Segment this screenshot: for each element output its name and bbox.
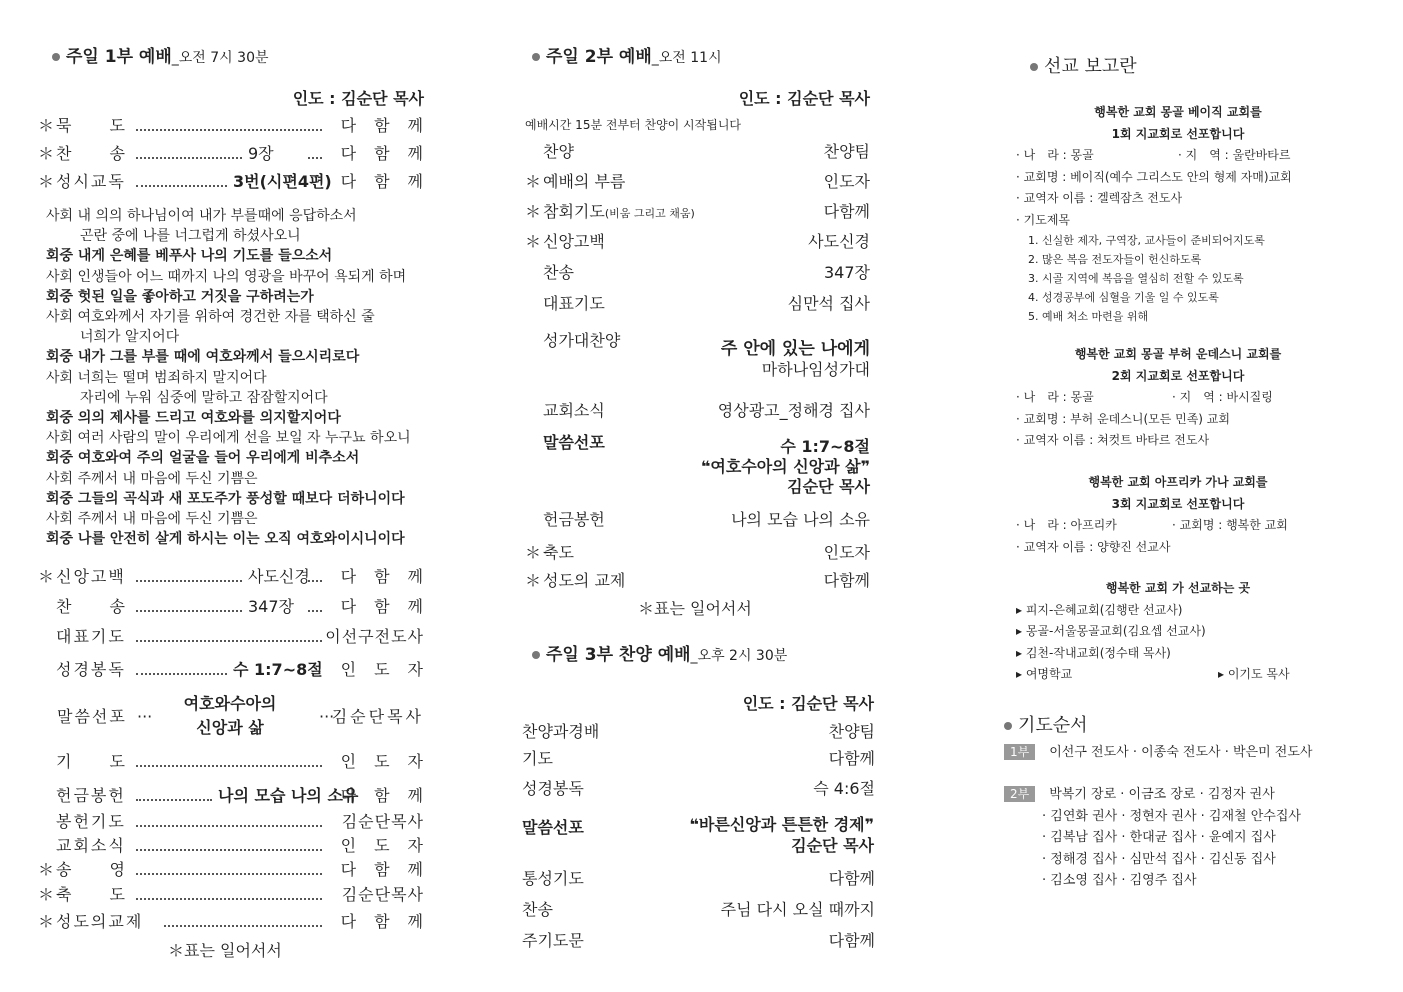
order-label: 찬 송 bbox=[56, 597, 127, 616]
reading-line: 사회 주께서 내 마음에 두신 기쁨은 bbox=[46, 470, 258, 487]
leader-dots bbox=[136, 185, 227, 187]
order-label bbox=[543, 507, 605, 533]
order-row bbox=[38, 169, 424, 195]
required-stand-icon: ＊ bbox=[38, 885, 55, 904]
reading-line: 너희가 알지어다 bbox=[80, 329, 180, 346]
order-label-text: 대표기도 bbox=[543, 294, 605, 313]
sermon-preacher: 김순단 목사 bbox=[787, 477, 870, 496]
leader-dots bbox=[136, 580, 242, 582]
choir-name: 마하나임성가대 bbox=[761, 360, 870, 379]
required-stand-icon: ＊ bbox=[38, 144, 55, 163]
place-item: ▸ 여명학교 bbox=[1016, 667, 1073, 681]
required-stand-icon: ＊ bbox=[525, 232, 542, 251]
prayer-names: 이선구 전도사 · 이종숙 전도사 · 박은미 전도사 bbox=[1049, 745, 1313, 760]
service3-sermon-label: 말씀선포 bbox=[522, 818, 584, 837]
leader-dots bbox=[136, 610, 242, 612]
report-church: · 교회명 : 베이직(예수 그리스도 안의 형제 자매)교회 bbox=[1016, 169, 1292, 184]
order-row bbox=[38, 833, 424, 859]
reading-line: 사회 인생들아 어느 때까지 나의 영광을 바꾸어 욕되게 하며 bbox=[46, 268, 407, 285]
order-responsible: 다 함 께 bbox=[340, 172, 424, 191]
order-label: 대표기도 bbox=[56, 627, 126, 646]
order-responsible: 다 함 께 bbox=[340, 116, 424, 135]
order-responsible: 찬양팀 bbox=[823, 142, 870, 161]
order-label bbox=[522, 719, 599, 745]
reading-line: 곤란 중에 나를 너그럽게 하셨사오니 bbox=[80, 228, 301, 245]
order-row bbox=[522, 746, 875, 772]
sermon-title bbox=[160, 692, 300, 740]
service1-sermon-row: 말씀선포 ··· ··· 김순단목사 bbox=[57, 704, 424, 730]
reading-line: 회중 의의 제사를 드리고 여호와를 의지할지어다 bbox=[46, 410, 341, 427]
reading-line: 회중 내가 그를 부를 때에 여호와께서 들으시리로다 bbox=[46, 349, 360, 366]
order-label: 묵 도 bbox=[56, 116, 127, 135]
reading-line: 사회 너희는 떨며 범죄하지 말지어다 bbox=[46, 369, 267, 386]
order-label-text: 참회기도 bbox=[543, 202, 605, 221]
order-detail: 9장 bbox=[248, 144, 274, 163]
order-row bbox=[522, 897, 875, 923]
prayer-heading bbox=[1004, 711, 1088, 737]
order-label-text: 통성기도 bbox=[522, 869, 584, 888]
reading-line: 사회 여호와께서 자기를 위하여 경건한 자를 택하신 줄 bbox=[46, 309, 375, 326]
order-label-text: 예배의 부름 bbox=[543, 172, 626, 191]
service3-sermon bbox=[690, 814, 874, 856]
order-label-text: 찬송 bbox=[522, 900, 553, 919]
order-responsible: 다함께 bbox=[823, 571, 870, 590]
order-label: 봉헌기도 bbox=[56, 812, 126, 831]
sermon-title-line1: 여호와수아의 bbox=[183, 694, 277, 713]
order-row bbox=[38, 882, 424, 908]
service2-sermon bbox=[701, 437, 870, 497]
order-row bbox=[38, 113, 424, 139]
place-item: ▸ 이기도 목사 bbox=[1218, 667, 1290, 681]
order-label-text: 찬송 bbox=[543, 263, 574, 282]
order-label: 기 도 bbox=[56, 752, 127, 771]
order-row bbox=[38, 809, 424, 835]
report-church: · 교회명 : 부허 운데스니(모든 민족) 교회 bbox=[1016, 411, 1230, 426]
order-row bbox=[525, 229, 870, 255]
order-label-text: 찬양 bbox=[543, 142, 574, 161]
prayer-point: 3. 시골 지역에 복음을 열심히 전할 수 있도록 bbox=[1028, 272, 1244, 285]
required-stand-icon: ＊ bbox=[38, 116, 55, 135]
news-label: 교회소식 bbox=[543, 401, 605, 420]
sermon-ref: 수 1:7~8절 bbox=[780, 437, 870, 456]
order-label-text: 성경봉독 bbox=[522, 779, 584, 798]
order-label-text: 헌금봉헌 bbox=[543, 510, 605, 529]
report-title: 행복한 교회 아프리카 가나 교회를 bbox=[1088, 475, 1268, 489]
service3-time: _오후 2시 30분 bbox=[690, 648, 788, 664]
places-title: 행복한 교회 가 선교하는 곳 bbox=[1105, 581, 1251, 595]
order-row bbox=[522, 866, 875, 892]
order-row bbox=[38, 564, 424, 590]
bullet-icon bbox=[1030, 63, 1038, 71]
required-stand-icon: ＊ bbox=[525, 202, 542, 221]
order-label-text: 찬양과경배 bbox=[522, 722, 600, 741]
order-responsible: 인 도 자 bbox=[340, 752, 424, 771]
order-label bbox=[543, 540, 574, 566]
bullet-icon bbox=[532, 651, 540, 659]
prayer-names: · 김연화 권사 · 정현자 권사 · 김재철 안수집사 bbox=[1042, 808, 1301, 824]
order-responsible: 슥 4:6절 bbox=[813, 779, 875, 798]
order-label: 성도의교제 bbox=[56, 912, 144, 931]
order-detail: 3번(시편4편) bbox=[233, 172, 332, 191]
order-responsible: 인 도 자 bbox=[340, 660, 424, 679]
prayer-point: 5. 예배 처소 마련을 위해 bbox=[1028, 310, 1149, 323]
required-stand-icon: ＊ bbox=[525, 172, 542, 191]
leader-dots bbox=[136, 873, 322, 875]
order-responsible: 김순단목사 bbox=[341, 885, 424, 904]
order-label bbox=[543, 169, 625, 195]
sermon-title: ❝바른신앙과 튼튼한 경제❞ bbox=[689, 815, 874, 834]
order-label-text: 성도의 교제 bbox=[543, 571, 626, 590]
prayer-point: 1. 신실한 제자, 구역장, 교사들이 준비되어지도록 bbox=[1028, 234, 1265, 247]
order-row bbox=[38, 909, 424, 935]
order-row bbox=[525, 507, 870, 533]
order-row bbox=[525, 568, 870, 594]
order-responsible: 다 함 께 bbox=[340, 597, 424, 616]
leader-dots bbox=[308, 580, 322, 582]
leader-dots bbox=[308, 157, 322, 159]
order-row bbox=[525, 139, 870, 165]
order-label bbox=[543, 291, 605, 317]
order-responsible: 다함께 bbox=[828, 749, 875, 768]
order-row bbox=[525, 260, 870, 286]
bullet-icon bbox=[1004, 722, 1012, 730]
order-label-text: 축도 bbox=[543, 543, 574, 562]
prayer-names: 박복기 장로 · 이금조 장로 · 김정자 권사 bbox=[1049, 787, 1275, 802]
place-item: ▸ 몽골-서울몽골교회(김요셉 선교사) bbox=[1016, 624, 1206, 638]
order-row bbox=[525, 540, 870, 566]
order-row bbox=[38, 657, 424, 683]
order-responsible: 인 도 자 bbox=[340, 836, 424, 855]
service1-leader: 인도 : 김순단 목사 bbox=[292, 89, 424, 108]
order-label bbox=[543, 568, 625, 594]
sermon-title-line2: 신앙과 삶 bbox=[196, 718, 264, 737]
report-country: · 나 라 : 몽골 bbox=[1016, 390, 1094, 404]
order-row bbox=[38, 624, 424, 650]
leader-dots bbox=[136, 157, 242, 159]
order-detail: 사도신경 bbox=[248, 567, 310, 586]
prayer-title: 기도순서 bbox=[1018, 715, 1088, 736]
mission-report-3 bbox=[1016, 472, 1340, 558]
order-label: 축 도 bbox=[56, 885, 127, 904]
order-label-text: 신앙고백 bbox=[543, 232, 605, 251]
order-responsible: 김순단목사 bbox=[341, 812, 424, 831]
order-responsible: 다함께 bbox=[828, 931, 875, 950]
order-row bbox=[38, 141, 424, 167]
order-responsible: 347장 bbox=[824, 263, 870, 282]
prayer-names: · 김소영 집사 · 김영주 집사 bbox=[1042, 873, 1197, 888]
sermon-preacher: 김순단 목사 bbox=[791, 836, 874, 855]
order-responsible: 인도자 bbox=[823, 172, 870, 191]
service3-heading bbox=[532, 640, 787, 665]
order-row bbox=[38, 594, 424, 620]
order-responsible: 이선구전도사 bbox=[325, 627, 424, 646]
order-label bbox=[522, 746, 553, 772]
leader-dots bbox=[136, 898, 322, 900]
report-prayer-label: · 기도제목 bbox=[1016, 212, 1070, 227]
order-row bbox=[38, 857, 424, 883]
order-responsible: 다 함 께 bbox=[340, 786, 424, 805]
leader-dots bbox=[136, 849, 322, 851]
order-row bbox=[525, 291, 870, 317]
required-stand-icon: ＊ bbox=[38, 912, 55, 931]
report-country: · 나 라 : 아프리카 bbox=[1016, 518, 1117, 532]
order-label bbox=[522, 897, 553, 923]
reading-line: 사회 여러 사람의 말이 우리에게 선을 보일 자 누구뇨 하오니 bbox=[46, 430, 411, 447]
prayer-names: · 김복남 집사 · 한대균 집사 · 윤예지 집사 bbox=[1042, 830, 1276, 845]
order-responsible: 사도신경 bbox=[808, 232, 870, 251]
order-row bbox=[522, 776, 875, 802]
service2-notice: 예배시간 15분 전부터 찬양이 시작됩니다 bbox=[525, 118, 742, 132]
service1-time: _오전 7시 30분 bbox=[171, 50, 269, 66]
responsive-reading bbox=[46, 206, 411, 549]
order-responsible: 다 함 께 bbox=[340, 860, 424, 879]
order-responsible: 심만석 집사 bbox=[787, 294, 870, 313]
order-row bbox=[522, 719, 875, 745]
prayer-2bu bbox=[1004, 784, 1301, 892]
required-stand-icon: ＊ bbox=[525, 543, 542, 562]
order-detail: 347장 bbox=[248, 597, 294, 616]
order-label-text: 주기도문 bbox=[522, 931, 584, 950]
order-responsible: 다 함 께 bbox=[340, 912, 424, 931]
leader-dots bbox=[136, 129, 322, 131]
report-subtitle: 2회 지교회로 선포합니다 bbox=[1111, 368, 1245, 383]
report-title: 행복한 교회 몽골 부허 운데스니 교회를 bbox=[1074, 347, 1282, 361]
required-stand-icon: ＊ bbox=[38, 567, 55, 586]
service1-column bbox=[0, 0, 470, 992]
reading-line: 회중 헛된 일을 좋아하고 거짓을 구하려는가 bbox=[46, 288, 314, 305]
order-label bbox=[522, 928, 584, 954]
standing-note: ＊표는 일어서서 bbox=[168, 941, 282, 960]
report-subtitle: 3회 지교회로 선포합니다 bbox=[1111, 496, 1245, 511]
order-row bbox=[525, 199, 870, 225]
sermon-preacher: 김순단목사 bbox=[331, 707, 424, 726]
order-label: 교회소식 bbox=[56, 836, 126, 855]
prayer-points bbox=[1016, 231, 1340, 326]
required-stand-icon: ＊ bbox=[38, 172, 55, 191]
leader-dots bbox=[308, 610, 322, 612]
order-detail: 수 1:7~8절 bbox=[233, 660, 323, 679]
mission-report-1 bbox=[1016, 102, 1340, 326]
reading-line: 회중 나를 안전히 살게 하시는 이는 오직 여호와이시니이다 bbox=[46, 531, 405, 548]
news-row bbox=[525, 398, 870, 424]
prayer-tag: 1부 bbox=[1004, 744, 1035, 760]
reading-line: 회중 그들의 곡식과 새 포도주가 풍성할 때보다 더하니이다 bbox=[46, 490, 405, 507]
mission-heading bbox=[1030, 52, 1137, 78]
report-pastor: · 교역자 이름 : 쳐컷트 바타르 전도사 bbox=[1016, 433, 1210, 447]
order-label: 신앙고백 bbox=[56, 567, 126, 586]
order-label-note: (비움 그리고 채움) bbox=[604, 207, 695, 220]
leader-dots bbox=[136, 673, 227, 675]
service1-title: 주일 1부 예배 bbox=[66, 47, 172, 67]
report-subtitle: 1회 지교회로 선포합니다 bbox=[1111, 126, 1245, 141]
mission-places bbox=[1016, 578, 1340, 686]
bullet-icon bbox=[532, 53, 540, 61]
reading-line: 회중 여호와여 주의 얼굴을 들어 우리에게 비추소서 bbox=[46, 450, 360, 467]
leader-dots bbox=[136, 825, 322, 827]
prayer-tag: 2부 bbox=[1004, 786, 1035, 802]
prayer-1bu bbox=[1004, 741, 1312, 760]
order-responsible: 찬양팀 bbox=[828, 722, 875, 741]
prayer-names: · 정해경 집사 · 심만석 집사 · 김신동 집사 bbox=[1042, 851, 1276, 867]
news-value: 영상광고_정해경 집사 bbox=[717, 401, 870, 420]
leader-dots bbox=[164, 925, 322, 927]
report-pastor: · 교역자 이름 : 겔렉잠츠 전도사 bbox=[1016, 191, 1183, 205]
sermon-label: 말씀선포 bbox=[57, 707, 127, 726]
order-label: 찬 송 bbox=[56, 144, 127, 163]
report-country: · 나 라 : 몽골 bbox=[1016, 148, 1094, 162]
report-title: 행복한 교회 몽골 베이직 교회를 bbox=[1094, 105, 1262, 119]
mission-report-2 bbox=[1016, 344, 1340, 452]
order-label bbox=[543, 199, 695, 227]
order-detail: 나의 모습 나의 소유 bbox=[218, 786, 359, 805]
order-label bbox=[543, 229, 605, 255]
bullet-icon bbox=[52, 53, 60, 61]
standing-note: ＊표는 일어서서 bbox=[638, 599, 752, 618]
report-church: · 교회명 : 행복한 교회 bbox=[1172, 518, 1288, 532]
service2-time: _오전 11시 bbox=[651, 50, 722, 66]
service2-title: 주일 2부 예배 bbox=[546, 47, 652, 67]
place-item: ▸ 피지-은혜교회(김행란 선교사) bbox=[1016, 602, 1183, 617]
order-row bbox=[38, 783, 424, 809]
place-item: ▸ 김천-작내교회(정수태 목사) bbox=[1016, 645, 1171, 660]
reading-line: 사회 주께서 내 마음에 두신 기쁨은 bbox=[46, 511, 258, 528]
service1-heading bbox=[52, 42, 269, 67]
report-pastor: · 교역자 이름 : 양향진 선교사 bbox=[1016, 539, 1171, 554]
order-responsible: 다 함 께 bbox=[340, 567, 424, 586]
reading-line: 자리에 누워 심중에 말하고 잠잠할지어다 bbox=[80, 389, 328, 406]
order-label: 성시교독 bbox=[56, 172, 126, 191]
leader-dots bbox=[136, 640, 322, 642]
mission-title: 선교 보고란 bbox=[1044, 56, 1137, 77]
order-row bbox=[522, 928, 875, 954]
order-label bbox=[522, 776, 584, 802]
service2-column bbox=[470, 0, 990, 992]
order-label bbox=[522, 866, 584, 892]
service2-leader: 인도 : 김순단 목사 bbox=[738, 89, 870, 108]
reading-line: 회중 내게 은혜를 베푸사 나의 기도를 들으소서 bbox=[46, 248, 333, 265]
order-responsible: 인도자 bbox=[823, 543, 870, 562]
order-label: 헌금봉헌 bbox=[56, 786, 126, 805]
order-responsible: 주님 다시 오실 때까지 bbox=[720, 900, 875, 919]
reading-line: 사회 내 의의 하나님이여 내가 부를때에 응답하소서 bbox=[46, 208, 357, 224]
order-label-text: 기도 bbox=[522, 749, 553, 768]
order-row bbox=[525, 169, 870, 195]
order-responsible: 다함께 bbox=[823, 202, 870, 221]
report-region: · 지 역 : 바시질링 bbox=[1172, 390, 1273, 404]
required-stand-icon: ＊ bbox=[38, 860, 55, 879]
service3-leader: 인도 : 김순단 목사 bbox=[742, 694, 874, 713]
choir-label: 성가대찬양 bbox=[543, 331, 621, 350]
order-label bbox=[543, 260, 574, 286]
order-responsible: 다 함 께 bbox=[340, 144, 424, 163]
required-stand-icon: ＊ bbox=[525, 571, 542, 590]
prayer-point: 2. 많은 복음 전도자들이 헌신하도록 bbox=[1028, 253, 1202, 266]
order-row bbox=[38, 749, 424, 775]
mission-column bbox=[990, 0, 1403, 992]
order-responsible: 다함께 bbox=[828, 869, 875, 888]
choir-song: 주 안에 있는 나에게 bbox=[720, 339, 870, 359]
order-label: 성경봉독 bbox=[56, 660, 126, 679]
prayer-point: 4. 성경공부에 심혈을 기울 일 수 있도록 bbox=[1028, 291, 1219, 304]
service2-sermon-label: 말씀선포 bbox=[543, 433, 605, 452]
order-label: 송 영 bbox=[56, 860, 127, 879]
service2-heading bbox=[532, 42, 722, 67]
order-label bbox=[543, 139, 574, 165]
service3-title: 주일 3부 찬양 예배 bbox=[546, 645, 691, 665]
report-region: · 지 역 : 울란바타르 bbox=[1178, 148, 1291, 162]
sermon-title: ❝여호수아의 신앙과 삶❞ bbox=[700, 457, 870, 476]
leader-dots bbox=[136, 765, 322, 767]
order-responsible: 나의 모습 나의 소유 bbox=[731, 510, 870, 529]
leader-dots bbox=[136, 799, 212, 801]
